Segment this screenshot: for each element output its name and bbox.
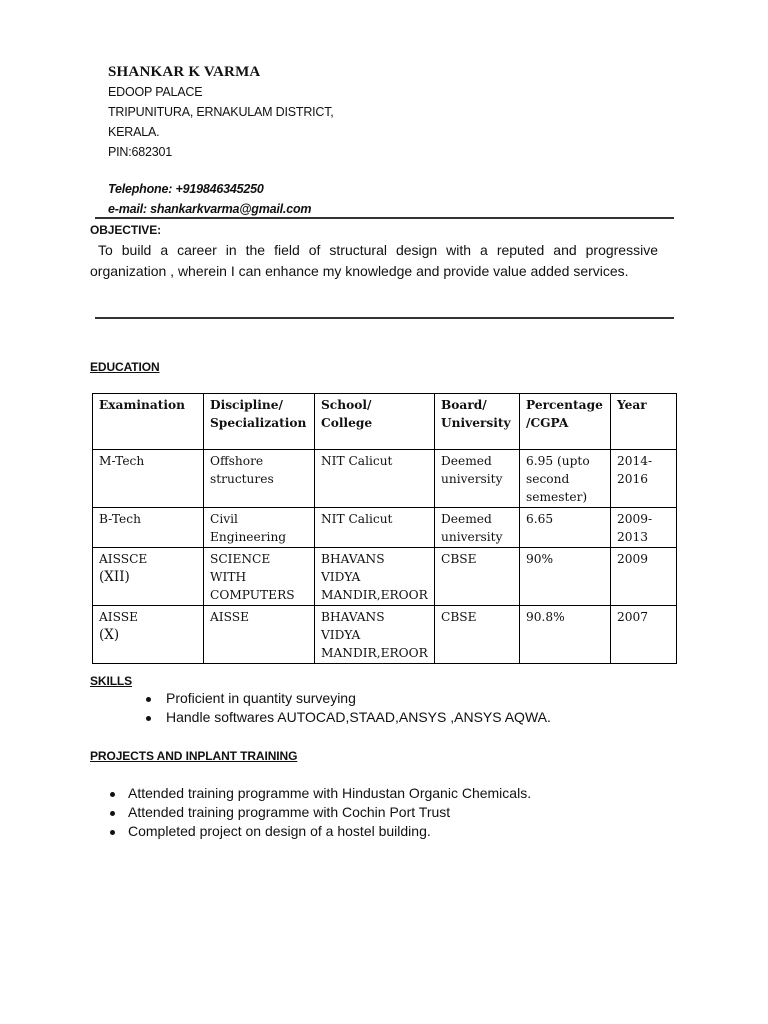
col-header-school: School/ College xyxy=(315,394,435,450)
cell-year: 2009- 2013 xyxy=(611,508,677,548)
cell-discipline: AISSE xyxy=(204,606,315,664)
address-line-1: EDOOP PALACE xyxy=(108,85,203,99)
cell-discipline: Offshore structures xyxy=(204,450,315,508)
telephone: Telephone: +919846345250 xyxy=(108,182,264,196)
cell-year: 2009 xyxy=(611,548,677,606)
objective-text: To build a career in the field of structural design with a reputed and progressive organization , wherein I can enhance my knowledge and provide value added services. xyxy=(90,242,658,279)
col-header-examination: Examination xyxy=(93,394,204,450)
objective-heading: OBJECTIVE: xyxy=(90,223,162,237)
divider-top xyxy=(95,217,674,219)
cell-examination: M-Tech xyxy=(93,450,204,508)
cell-examination: AISSE (X) xyxy=(93,606,204,664)
cell-school: NIT Calicut xyxy=(315,450,435,508)
address-line-2: TRIPUNITURA, ERNAKULAM DISTRICT, xyxy=(108,105,334,119)
cell-school: BHAVANS VIDYA MANDIR,EROOR xyxy=(315,606,435,664)
cell-examination: B-Tech xyxy=(93,508,204,548)
cell-board: CBSE xyxy=(435,548,520,606)
skills-heading: SKILLS xyxy=(90,674,133,688)
table-header-row xyxy=(93,394,677,450)
cell-board: CBSE xyxy=(435,606,520,664)
projects-list xyxy=(110,784,531,841)
bullet-icon xyxy=(110,830,115,835)
cell-school: BHAVANS VIDYA MANDIR,EROOR xyxy=(315,548,435,606)
cell-percentage: 6.65 xyxy=(520,508,611,548)
col-header-year: Year xyxy=(611,394,677,450)
education-table xyxy=(92,393,677,664)
education-heading: EDUCATION xyxy=(90,360,160,374)
address-line-3: KERALA. xyxy=(108,125,160,139)
candidate-name: SHANKAR K VARMA xyxy=(108,64,261,80)
col-header-discipline: Discipline/ Specialization xyxy=(204,394,315,450)
cell-percentage: 90.8% xyxy=(520,606,611,664)
list-item: Attended training programme with Cochin Port Trust xyxy=(110,803,531,822)
table-row xyxy=(93,606,677,664)
bullet-icon xyxy=(110,792,115,797)
list-item: Proficient in quantity surveying xyxy=(146,689,551,708)
col-header-board: Board/ University xyxy=(435,394,520,450)
cell-examination: AISSCE (XII) xyxy=(93,548,204,606)
table-row xyxy=(93,450,677,508)
cell-year: 2007 xyxy=(611,606,677,664)
cell-percentage: 90% xyxy=(520,548,611,606)
bullet-icon xyxy=(146,697,151,702)
list-item: Attended training programme with Hindustan Organic Chemicals. xyxy=(110,784,531,803)
cell-board: Deemed university xyxy=(435,508,520,548)
cell-school: NIT Calicut xyxy=(315,508,435,548)
cell-discipline: SCIENCE WITH COMPUTERS xyxy=(204,548,315,606)
address-line-4: PIN:682301 xyxy=(108,145,173,159)
bullet-icon xyxy=(146,716,151,721)
bullet-icon xyxy=(110,811,115,816)
skills-list xyxy=(146,689,551,727)
cell-board: Deemed university xyxy=(435,450,520,508)
divider-middle xyxy=(95,317,674,319)
table-row xyxy=(93,548,677,606)
cell-percentage: 6.95 (upto second semester) xyxy=(520,450,611,508)
cell-discipline: Civil Engineering xyxy=(204,508,315,548)
cell-year: 2014- 2016 xyxy=(611,450,677,508)
list-item: Handle softwares AUTOCAD,STAAD,ANSYS ,ANSYS AQWA. xyxy=(146,708,551,727)
col-header-percentage: Percentage /CGPA xyxy=(520,394,611,450)
list-item: Completed project on design of a hostel building. xyxy=(110,822,531,841)
email: e-mail: shankarkvarma@gmail.com xyxy=(108,202,312,216)
table-row xyxy=(93,508,677,548)
projects-heading: PROJECTS AND INPLANT TRAINING xyxy=(90,749,298,763)
